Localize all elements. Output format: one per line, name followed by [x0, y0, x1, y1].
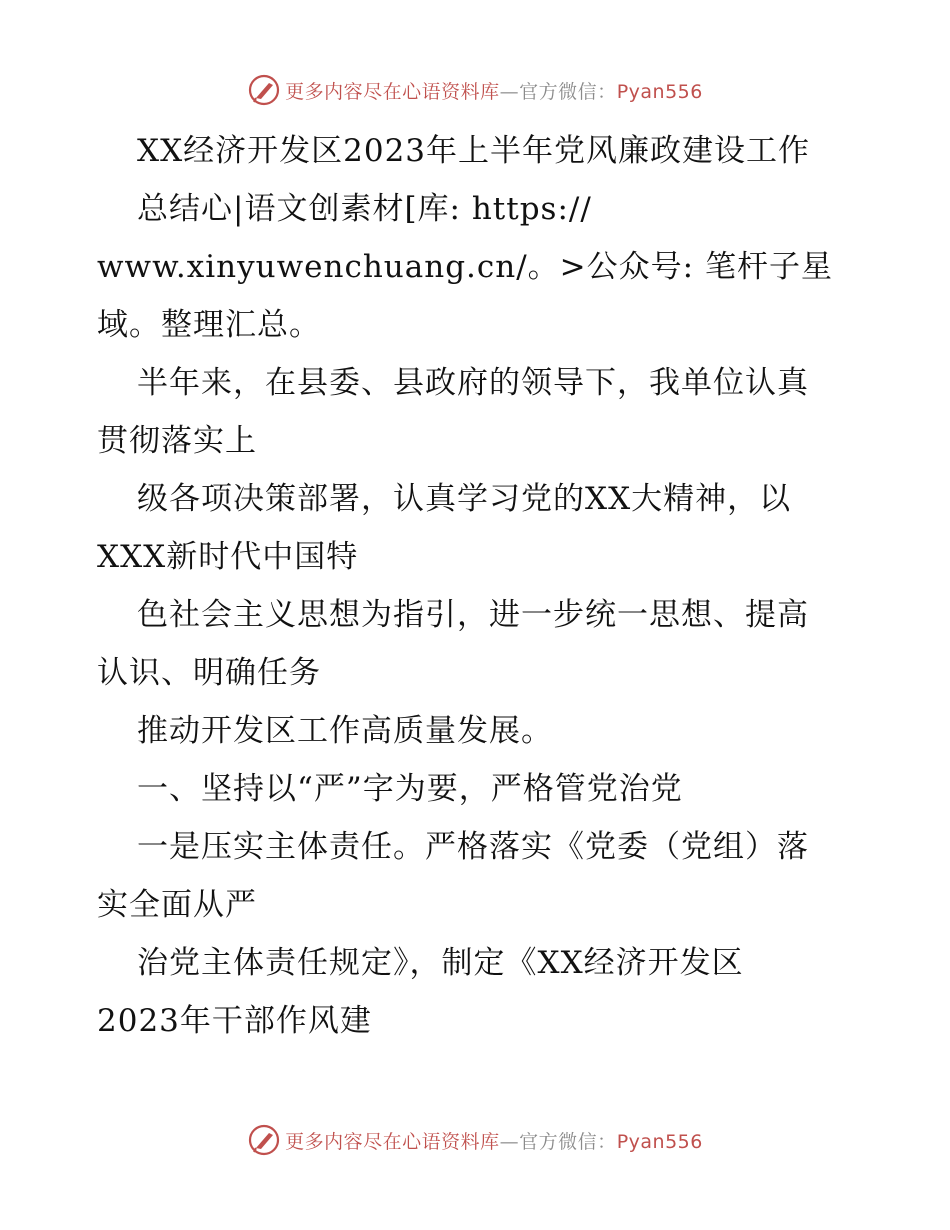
watermark-text — [285, 77, 703, 104]
document-line: 治党主体责任规定》，制定《XX经济开发区 — [137, 945, 744, 981]
document-line: XX经济开发区2023年上半年党风廉政建设工作 — [137, 133, 811, 169]
document-line: 级各项决策部署，认真学习党的XX大精神，以 — [137, 481, 792, 517]
quill-pen-circle-icon — [247, 1123, 281, 1157]
document-body — [97, 122, 877, 1050]
watermark-handle: Pyan556 — [616, 80, 703, 103]
document-line: 一、坚持以“严”字为要，严格管党治党 — [137, 771, 683, 807]
watermark-text — [285, 1127, 703, 1154]
document-line: 2023年干部作风建 — [97, 1003, 372, 1039]
quill-pen-circle-icon — [247, 73, 281, 107]
document-line: 总结心|语文创素材[库: https:// — [137, 191, 592, 227]
watermark-main: 更多内容尽在心语资料库 — [285, 1130, 500, 1153]
watermark-official: 官方微信： — [519, 80, 617, 103]
document-line: 半年来，在县委、县政府的领导下，我单位认真 — [137, 365, 809, 401]
document-line: 色社会主义思想为指引，进一步统一思想、提高 — [137, 597, 809, 633]
watermark-official: 官方微信： — [519, 1130, 617, 1153]
watermark-main: 更多内容尽在心语资料库 — [285, 80, 500, 103]
document-line: 域。整理汇总。 — [97, 307, 321, 343]
document-line: XXX新时代中国特 — [97, 539, 359, 575]
document-line: 实全面从严 — [97, 887, 257, 923]
header-watermark — [0, 70, 950, 110]
document-line: 一是压实主体责任。严格落实《党委（党组）落 — [137, 829, 809, 865]
document-line: www.xinyuwenchuang.cn/。>公众号: 笔杆子星 — [97, 249, 833, 285]
footer-watermark — [0, 1120, 950, 1160]
document-line: 推动开发区工作高质量发展。 — [137, 713, 553, 749]
watermark-handle: Pyan556 — [616, 1130, 703, 1153]
watermark-dash: — — [499, 1130, 520, 1153]
document-line: 认识、明确任务 — [97, 655, 321, 691]
watermark-dash: — — [499, 80, 520, 103]
document-line: 贯彻落实上 — [97, 423, 257, 459]
